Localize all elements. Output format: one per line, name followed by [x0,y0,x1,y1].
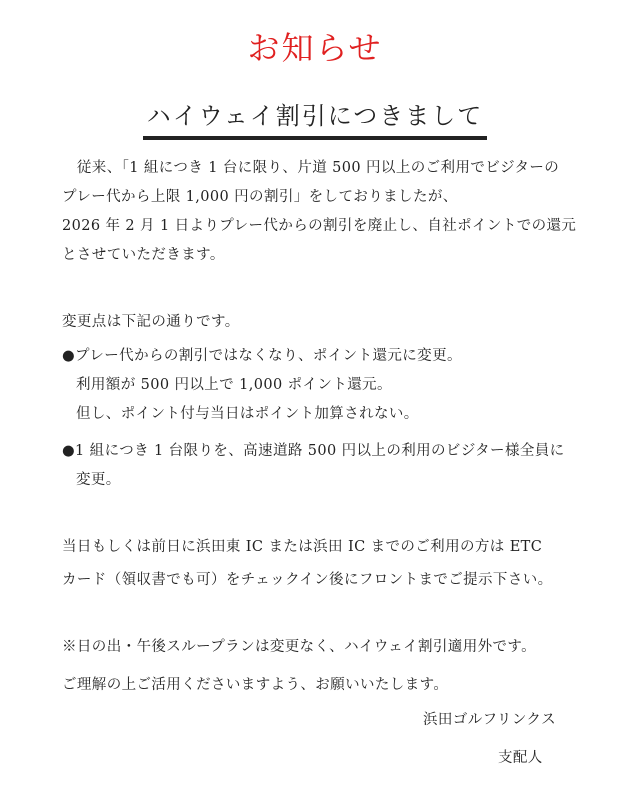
body-line-2: プレー代から上限 1,000 円の割引」をしておりましたが、 [62,189,458,205]
change-item-2-cont: 変更。 [76,472,121,488]
body-line-1: 従来、「1 組につき 1 台に限り、片道 500 円以上のご利用でビジターの [62,160,560,176]
etc-line-2: カード（領収書でも可）をチェックイン後にフロントまでご提示下さい。 [62,572,553,588]
change-item-1-detail-1: 利用額が 500 円以上で 1,000 ポイント還元。 [76,377,392,393]
etc-line-1: 当日もしくは前日に浜田東 IC または浜田 IC までのご利用の方は ETC [62,539,543,555]
body-line-4: とさせていただきます。 [62,247,225,263]
closing-line: ご理解の上ご活用くださいますよう、お願いいたします。 [62,677,449,693]
change-item-2: ●1 組につき 1 台限りを、高速道路 500 円以上の利用のビジター様全員に [62,443,565,459]
change-item-1-detail-2: 但し、ポイント付与当日はポイント加算されない。 [76,406,419,422]
signature-org: 浜田ゴルフリンクス [423,712,557,728]
note-line: ※日の出・午後スループランは変更なく、ハイウェイ割引適用外です。 [62,639,537,655]
notice-subtitle: ハイウェイ割引につきまして [143,100,488,140]
signature-role: 支配人 [498,750,543,766]
changes-heading: 変更点は下記の通りです。 [62,314,240,330]
body-line-3: 2026 年 2 月 1 日よりプレー代からの割引を廃止し、自社ポイントでの還元 [62,218,577,234]
change-item-1: ●プレー代からの割引ではなくなり、ポイント還元に変更。 [62,348,462,364]
notice-title: お知らせ [247,29,383,67]
subtitle-wrap [0,100,630,140]
